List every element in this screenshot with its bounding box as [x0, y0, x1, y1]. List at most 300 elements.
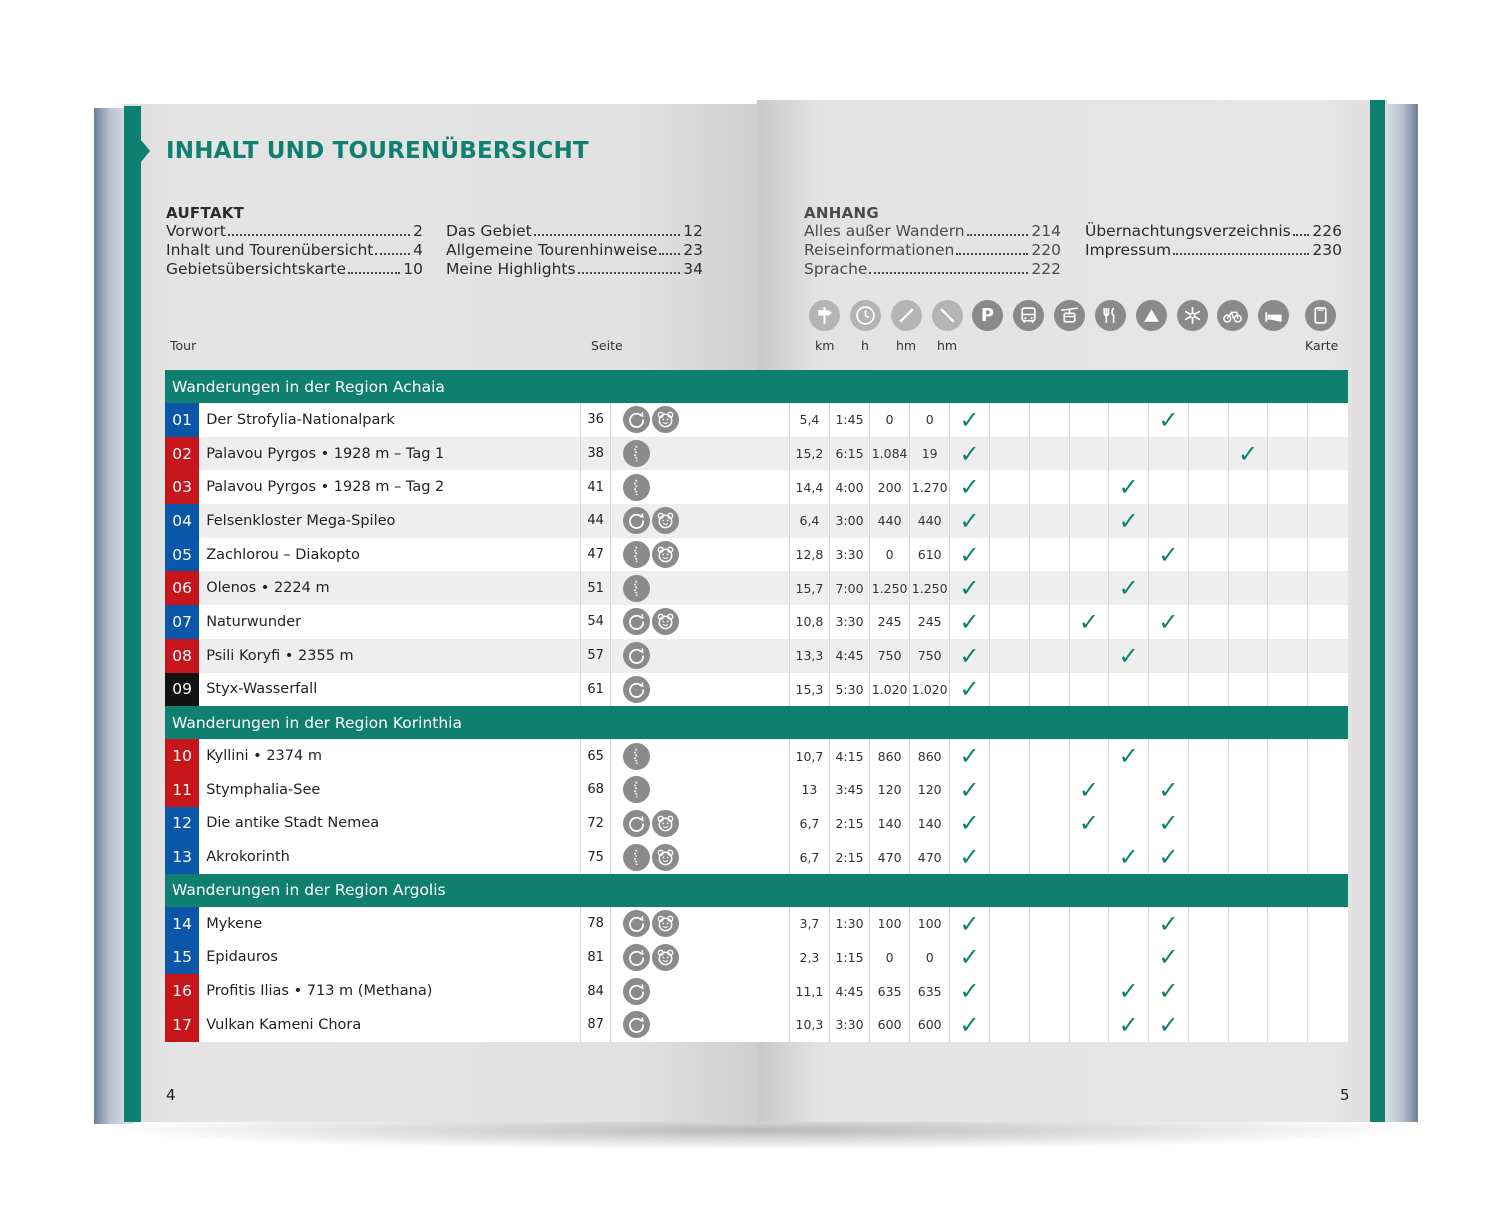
feature-cell	[1109, 1008, 1149, 1042]
feature-cell	[950, 907, 990, 941]
toc-page-number: 10	[403, 260, 423, 278]
feature-cell	[1229, 941, 1269, 975]
feature-cell	[1308, 673, 1348, 707]
feature-cell	[1308, 739, 1348, 773]
tour-duration: 4:00	[830, 470, 870, 504]
tour-number: 17	[165, 1008, 199, 1042]
tour-name[interactable]: Zachlorou – Diakopto	[199, 538, 581, 572]
tour-row[interactable]	[165, 639, 1348, 673]
tour-page: 51	[581, 571, 610, 605]
tour-name[interactable]: Vulkan Kameni Chora	[199, 1008, 581, 1042]
checkmark-icon: ✓	[1118, 742, 1139, 771]
tour-page: 38	[581, 437, 610, 471]
toc-label: Das Gebiet	[446, 222, 532, 240]
col-karte-header: Karte	[1305, 338, 1339, 353]
tour-duration: 1:45	[830, 403, 870, 437]
feature-cell	[1268, 1008, 1308, 1042]
spine-gutter	[744, 673, 790, 707]
feature-cell	[950, 773, 990, 807]
feature-cell	[1070, 673, 1110, 707]
feature-cell	[1268, 773, 1308, 807]
round-trip-icon	[623, 910, 650, 937]
tour-page: 57	[581, 639, 610, 673]
tour-km: 6,7	[790, 840, 830, 874]
spine-gap	[697, 403, 744, 437]
feature-cell	[1109, 807, 1149, 841]
feature-cell	[950, 437, 990, 471]
feature-cell	[1189, 673, 1229, 707]
spine-gap	[697, 470, 744, 504]
feature-cell	[1030, 773, 1070, 807]
checkmark-icon: ✓	[959, 506, 980, 535]
family-friendly-icon	[652, 507, 679, 534]
feature-cell	[1268, 974, 1308, 1008]
region-header: Wanderungen in der Region Korinthia	[165, 706, 1348, 739]
one-way-icon	[623, 844, 650, 871]
feature-cell	[1149, 840, 1189, 874]
toc-leader-dots	[1293, 234, 1310, 236]
spine-gap	[697, 807, 744, 841]
spine-gutter	[744, 739, 790, 773]
checkmark-icon: ✓	[1158, 775, 1179, 804]
tour-name[interactable]: Naturwunder	[199, 605, 581, 639]
tour-page: 78	[581, 907, 610, 941]
tour-ascent: 1.020	[870, 673, 910, 707]
tour-name[interactable]: Palavou Pyrgos • 1928 m – Tag 2	[199, 470, 581, 504]
feature-cell	[1308, 639, 1348, 673]
feature-cell	[1189, 639, 1229, 673]
feature-cell	[1268, 739, 1308, 773]
tour-name[interactable]: Mykene	[199, 907, 581, 941]
checkmark-icon: ✓	[959, 439, 980, 468]
toc-page-number: 220	[1031, 241, 1061, 259]
toc-entry[interactable]	[804, 260, 1061, 279]
tour-symbols	[611, 1008, 697, 1042]
tour-number: 01	[165, 403, 199, 437]
toc-label: Reiseinformationen	[804, 241, 955, 259]
tour-name[interactable]: Olenos • 2224 m	[199, 571, 581, 605]
feature-cell	[1070, 538, 1110, 572]
region-header: Wanderungen in der Region Argolis	[165, 874, 1348, 907]
round-trip-icon	[623, 608, 650, 635]
spine-gutter	[744, 538, 790, 572]
toc-entry[interactable]	[446, 260, 703, 279]
feature-cell	[950, 941, 990, 975]
toc-leader-dots	[869, 272, 1028, 274]
page-title: INHALT UND TOURENÜBERSICHT	[166, 138, 589, 164]
auftakt-list-2	[446, 222, 703, 279]
toc-label: Inhalt und Tourenübersicht	[166, 241, 374, 259]
feature-cell	[1308, 974, 1348, 1008]
tour-row[interactable]	[165, 1008, 1348, 1042]
checkmark-icon: ✓	[959, 607, 980, 636]
feature-cell	[1308, 807, 1348, 841]
tour-km: 5,4	[790, 403, 830, 437]
tour-descent: 635	[910, 974, 950, 1008]
toc-leader-dots	[228, 234, 410, 236]
tour-duration: 2:15	[830, 840, 870, 874]
toc-entry[interactable]	[446, 222, 703, 241]
feature-cell	[990, 470, 1030, 504]
checkmark-icon: ✓	[1118, 473, 1139, 502]
checkmark-icon: ✓	[1118, 843, 1139, 872]
tour-duration: 5:30	[830, 673, 870, 707]
feature-cell	[1268, 807, 1308, 841]
feature-cell	[1268, 639, 1308, 673]
feature-cell	[990, 941, 1030, 975]
tour-row[interactable]	[165, 673, 1348, 707]
toc-entry[interactable]	[166, 260, 423, 279]
feature-cell	[1030, 673, 1070, 707]
toc-page-number: 34	[683, 260, 703, 278]
feature-cell	[1070, 403, 1110, 437]
tour-ascent: 0	[870, 538, 910, 572]
tour-row[interactable]	[165, 504, 1348, 538]
tour-name[interactable]: Der Strofylia-Nationalpark	[199, 403, 581, 437]
checkmark-icon: ✓	[959, 775, 980, 804]
spine-gutter	[744, 470, 790, 504]
feature-cell	[1229, 571, 1269, 605]
checkmark-icon: ✓	[959, 675, 980, 704]
tour-row[interactable]	[165, 941, 1348, 975]
feature-cell	[1308, 437, 1348, 471]
feature-cell	[950, 470, 990, 504]
feature-cell	[1109, 739, 1149, 773]
tour-row[interactable]	[165, 773, 1348, 807]
feature-cell	[1229, 807, 1269, 841]
spine-gap	[697, 1008, 744, 1042]
tour-km: 10,3	[790, 1008, 830, 1042]
feature-cell	[1070, 437, 1110, 471]
round-trip-icon	[623, 1011, 650, 1038]
tour-page: 61	[581, 673, 610, 707]
tour-symbols	[611, 571, 697, 605]
spine-gap	[697, 974, 744, 1008]
spine-gap	[697, 773, 744, 807]
feature-cell	[1030, 739, 1070, 773]
col-tour-header: Tour	[170, 338, 197, 353]
toc-label: Übernachtungsverzeichnis	[1085, 222, 1291, 240]
tour-duration: 4:45	[830, 974, 870, 1008]
spine-gutter	[744, 840, 790, 874]
tour-row[interactable]	[165, 470, 1348, 504]
checkmark-icon: ✓	[1078, 775, 1099, 804]
one-way-icon	[623, 440, 650, 467]
feature-cell	[1229, 437, 1269, 471]
feature-cell	[990, 773, 1030, 807]
tour-number: 16	[165, 974, 199, 1008]
bike-icon	[1217, 300, 1248, 331]
tour-page: 68	[581, 773, 610, 807]
spine-gutter	[744, 941, 790, 975]
feature-cell	[1070, 974, 1110, 1008]
feature-cell	[1229, 538, 1269, 572]
tour-descent: 100	[910, 907, 950, 941]
toc-page-number: 230	[1312, 241, 1342, 259]
feature-cell	[1268, 470, 1308, 504]
feature-cell	[1030, 807, 1070, 841]
feature-cell	[1308, 403, 1348, 437]
feature-cell	[1109, 673, 1149, 707]
feature-cell	[1308, 840, 1348, 874]
descent-icon	[932, 300, 963, 331]
tour-name[interactable]: Psili Koryfi • 2355 m	[199, 639, 581, 673]
tour-duration: 3:00	[830, 504, 870, 538]
feature-cell	[1229, 403, 1269, 437]
tour-symbols	[611, 773, 697, 807]
checkmark-icon: ✓	[959, 473, 980, 502]
feature-cell	[1189, 773, 1229, 807]
feature-cell	[1030, 941, 1070, 975]
tour-symbols	[611, 974, 697, 1008]
tour-km: 10,7	[790, 739, 830, 773]
feature-cell	[950, 1008, 990, 1042]
feature-cell	[1229, 840, 1269, 874]
tour-name[interactable]: Epidauros	[199, 941, 581, 975]
tour-ascent: 120	[870, 773, 910, 807]
spine-gap	[697, 840, 744, 874]
checkmark-icon: ✓	[1158, 809, 1179, 838]
tour-ascent: 100	[870, 907, 910, 941]
tour-duration: 4:15	[830, 739, 870, 773]
accent-arrow-icon	[141, 140, 150, 162]
feature-cell	[1268, 907, 1308, 941]
feature-cell	[1189, 739, 1229, 773]
tour-row[interactable]	[165, 739, 1348, 773]
checkmark-icon: ✓	[959, 909, 980, 938]
tour-name[interactable]: Kyllini • 2374 m	[199, 739, 581, 773]
checkmark-icon: ✓	[1158, 977, 1179, 1006]
checkmark-icon: ✓	[1118, 977, 1139, 1006]
feature-cell	[990, 840, 1030, 874]
tour-ascent: 140	[870, 807, 910, 841]
tour-row[interactable]	[165, 437, 1348, 471]
tour-row[interactable]	[165, 403, 1348, 437]
tour-page: 72	[581, 807, 610, 841]
tour-km: 12,8	[790, 538, 830, 572]
tour-duration: 3:30	[830, 605, 870, 639]
checkmark-icon: ✓	[959, 405, 980, 434]
feature-cell	[1229, 673, 1269, 707]
spine-gap	[697, 571, 744, 605]
toc-label: Vorwort	[166, 222, 226, 240]
feature-cell	[990, 403, 1030, 437]
feature-cell	[1070, 605, 1110, 639]
tour-ascent: 1.084	[870, 437, 910, 471]
toc-leader-dots	[956, 253, 1028, 255]
tour-row[interactable]	[165, 907, 1348, 941]
tour-name[interactable]: Styx-Wasserfall	[199, 673, 581, 707]
feature-cell	[1149, 504, 1189, 538]
toc-leader-dots	[967, 234, 1029, 236]
summit-icon	[1136, 300, 1167, 331]
tour-number: 08	[165, 639, 199, 673]
tour-row[interactable]	[165, 840, 1348, 874]
toc-leader-dots	[1173, 253, 1309, 255]
one-way-icon	[623, 541, 650, 568]
toc-leader-dots	[534, 234, 681, 236]
tour-duration: 3:45	[830, 773, 870, 807]
feature-cell	[1109, 974, 1149, 1008]
spine-gutter	[744, 571, 790, 605]
family-friendly-icon	[652, 810, 679, 837]
spine-gap	[697, 941, 744, 975]
tour-symbols	[611, 504, 697, 538]
feature-cell	[1070, 1008, 1110, 1042]
feature-cell	[1109, 605, 1149, 639]
toc-entry[interactable]	[804, 241, 1061, 260]
tour-number: 04	[165, 504, 199, 538]
col-h-header: h	[861, 338, 869, 353]
tour-name[interactable]: Die antike Stadt Nemea	[199, 807, 581, 841]
round-trip-icon	[623, 810, 650, 837]
feature-cell	[1070, 639, 1110, 673]
spine-gap	[697, 437, 744, 471]
feature-cell	[1189, 907, 1229, 941]
spine-gap	[697, 739, 744, 773]
tour-number: 02	[165, 437, 199, 471]
feature-cell	[990, 538, 1030, 572]
checkmark-icon: ✓	[959, 809, 980, 838]
tour-row[interactable]	[165, 974, 1348, 1008]
tour-name[interactable]: Stymphalia-See	[199, 773, 581, 807]
spine-gap	[697, 504, 744, 538]
feature-cell	[1030, 403, 1070, 437]
feature-cell	[1308, 941, 1348, 975]
toc-label: Allgemeine Tourenhinweise	[446, 241, 658, 259]
feature-cell	[950, 974, 990, 1008]
round-trip-icon	[623, 507, 650, 534]
family-friendly-icon	[652, 844, 679, 871]
tour-ascent: 860	[870, 739, 910, 773]
feature-cell	[990, 739, 1030, 773]
feature-cell	[1149, 773, 1189, 807]
tour-descent: 1.250	[910, 571, 950, 605]
feature-cell	[1070, 807, 1110, 841]
checkmark-icon: ✓	[1118, 506, 1139, 535]
tour-number: 11	[165, 773, 199, 807]
tour-page: 65	[581, 739, 610, 773]
toc-entry[interactable]	[166, 222, 423, 241]
feature-cell	[1030, 907, 1070, 941]
accommodation-icon	[1258, 300, 1289, 331]
feature-cell	[1308, 571, 1348, 605]
toc-entry[interactable]	[446, 241, 703, 260]
feature-cell	[1030, 571, 1070, 605]
toc-page-number: 12	[683, 222, 703, 240]
feature-cell	[1268, 840, 1308, 874]
feature-cell	[1070, 739, 1110, 773]
toc-entry[interactable]	[166, 241, 423, 260]
feature-cell	[990, 1008, 1030, 1042]
feature-cell	[1308, 605, 1348, 639]
feature-cell	[1070, 504, 1110, 538]
tour-km: 15,2	[790, 437, 830, 471]
tour-descent: 0	[910, 941, 950, 975]
family-friendly-icon	[652, 406, 679, 433]
family-friendly-icon	[652, 608, 679, 635]
feature-cell	[1268, 538, 1308, 572]
feature-cell	[1268, 941, 1308, 975]
region-header: Wanderungen in der Region Achaia	[165, 370, 1348, 403]
feature-cell	[1109, 470, 1149, 504]
tour-descent: 0	[910, 403, 950, 437]
feature-cell	[1189, 974, 1229, 1008]
feature-cell	[1030, 974, 1070, 1008]
family-friendly-icon	[652, 910, 679, 937]
ascent-icon	[891, 300, 922, 331]
checkmark-icon: ✓	[959, 540, 980, 569]
feature-cell	[1189, 538, 1229, 572]
feature-cell	[1149, 437, 1189, 471]
toc-entry[interactable]	[1085, 222, 1342, 241]
feature-cell	[1308, 538, 1348, 572]
feature-cell	[1030, 470, 1070, 504]
checkmark-icon: ✓	[1118, 574, 1139, 603]
feature-cell	[1070, 470, 1110, 504]
tour-km: 10,8	[790, 605, 830, 639]
feature-cell	[1149, 673, 1189, 707]
spine-gap	[697, 639, 744, 673]
tour-duration: 1:30	[830, 907, 870, 941]
tour-page: 54	[581, 605, 610, 639]
tour-descent: 600	[910, 1008, 950, 1042]
feature-cell	[1308, 1008, 1348, 1042]
feature-cell	[1109, 941, 1149, 975]
tour-name[interactable]: Palavou Pyrgos • 1928 m – Tag 1	[199, 437, 581, 471]
toc-entry[interactable]	[804, 222, 1061, 241]
checkmark-icon: ✓	[959, 1010, 980, 1039]
clock-icon	[850, 300, 881, 331]
tour-descent: 1.020	[910, 673, 950, 707]
feature-cell	[1149, 605, 1189, 639]
tour-page: 47	[581, 538, 610, 572]
feature-cell	[1189, 840, 1229, 874]
tour-symbols	[611, 403, 697, 437]
feature-cell	[1030, 639, 1070, 673]
feature-cell	[1308, 470, 1348, 504]
tour-row[interactable]	[165, 605, 1348, 639]
tour-page: 44	[581, 504, 610, 538]
feature-cell	[950, 639, 990, 673]
tour-name[interactable]: Profitis Ilias • 713 m (Methana)	[199, 974, 581, 1008]
tour-page: 41	[581, 470, 610, 504]
tour-name[interactable]: Felsenkloster Mega-Spileo	[199, 504, 581, 538]
signpost-icon	[809, 300, 840, 331]
feature-cell	[1109, 504, 1149, 538]
tour-number: 06	[165, 571, 199, 605]
feature-cell	[1030, 504, 1070, 538]
tour-row[interactable]	[165, 807, 1348, 841]
tour-row[interactable]	[165, 538, 1348, 572]
feature-cell	[950, 840, 990, 874]
col-km-header: km	[815, 338, 835, 353]
tour-row[interactable]	[165, 571, 1348, 605]
one-way-icon	[623, 743, 650, 770]
checkmark-icon: ✓	[959, 742, 980, 771]
tour-km: 13,3	[790, 639, 830, 673]
tour-number: 03	[165, 470, 199, 504]
feature-cell	[1149, 1008, 1189, 1042]
one-way-icon	[623, 575, 650, 602]
tour-name[interactable]: Akrokorinth	[199, 840, 581, 874]
feature-cell	[1189, 437, 1229, 471]
toc-entry[interactable]	[1085, 241, 1342, 260]
tour-number: 12	[165, 807, 199, 841]
spine-gutter	[744, 605, 790, 639]
round-trip-icon	[623, 978, 650, 1005]
tour-descent: 750	[910, 639, 950, 673]
